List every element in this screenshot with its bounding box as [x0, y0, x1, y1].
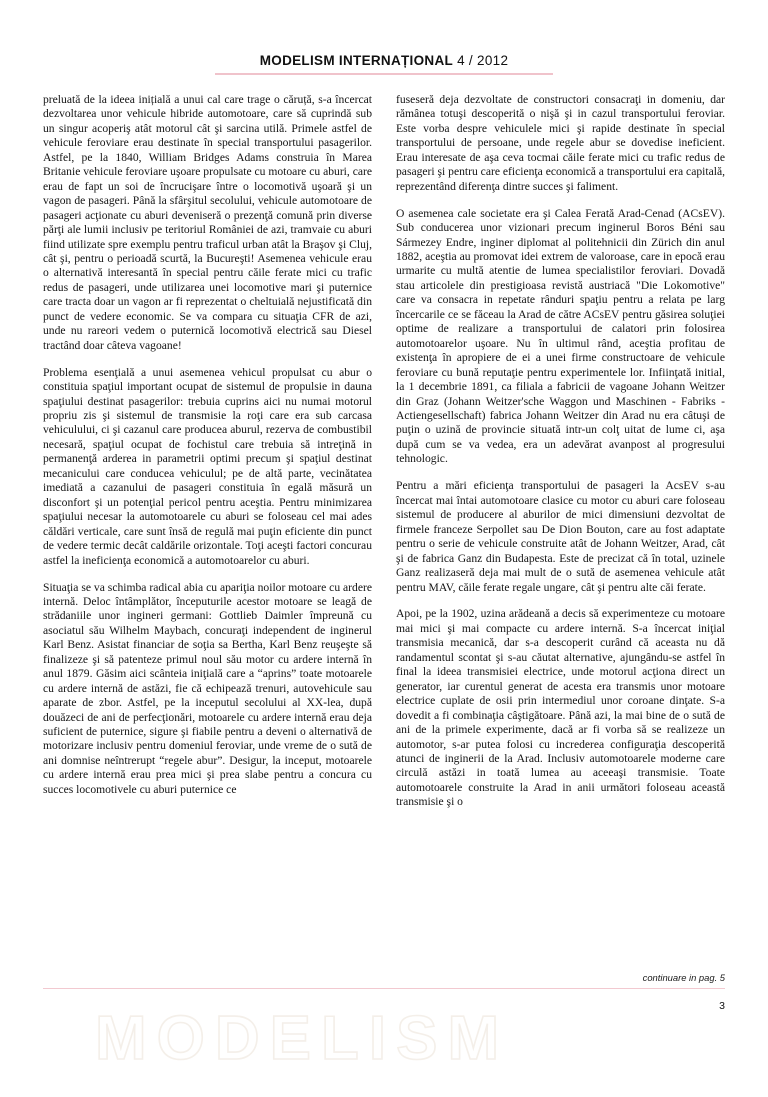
masthead-title-bold: MODELISM INTERNAȚIONAL: [259, 53, 454, 68]
masthead-issue: 4 / 2012: [457, 53, 509, 68]
left-column: [43, 93, 372, 973]
paragraph: fuseseră deja dezvoltate de constructori consacraţi in domeniu, dar rămânea totuşi descoperită o nişă şi in cazul transportului feroviar. Este vorba despre vehiculele mici şi rapide destinate în special transportului de persoane, unde regele abur se dovedise ineficient. Erau interesate de aşa ceva tocmai căile ferate mici cu trafic redus de pasageri şi pentru care eficienţa economică a transportului era capitală, reprezentând diferenţa dintre succes şi faliment.: [396, 93, 725, 193]
paragraph: Pentru a mări eficienţa transportului de pasageri la AcsEV s-au încercat mai întai automotoare clasice cu motor cu aburi care foloseau sistemul de producere al aburilor de mici dimensiuni dezvoltat de firmele franceze Serpollet sau De Dion Bouton, care au fost adaptate pentru o serie de vehicule construite atât de Johann Weitzer, Arad, cât şi de fabrica Ganz din Budapesta. Este de precizat că în total, uzinele Ganz realizaseră deja mai mult de o sută de asemenea vehicule atât pentru MAV, căile ferate regale ungare, cât şi pentru alte căi ferate.: [396, 479, 725, 594]
paragraph: Apoi, pe la 1902, uzina arădeană a decis să experimenteze cu motoare mai mici şi mai compacte cu ardere internă. S-a încercat iniţial transmisia mecanică, dar s-a descoperit curând că aceasta nu dă randamentul scontat şi s-au căutat alternative, ajungându-se astfel în final la ideea transmisiei electrice, unde motorul acţiona direct un generator, iar curentul generat de acesta era transmis unor motoare electrice cuplate de osii prin intermediul unor coroane dinţate. S-a dovedit a fi combinaţia câştigătoare. Până azi, la mai bine de o sută de ani de la primele experimente, dacă ar fi vorba să se realizeze un automotor, s-ar putea folosi cu increderea configuraţia descoperită atunci de inginerii de la Arad. Inclusiv automotoarele moderne care circulă astăzi in toată lumea au aceeaşi transmisie. Toate automotoarele construite la Arad in anii următori foloseau această transmisie şi o: [396, 607, 725, 809]
header-rule: [215, 73, 553, 75]
paragraph: preluată de la ideea inițială a unui cal care trage o căruță, s-a încercat dezvoltarea unor vehicule hibride automotoare, care să cuprindă sub un singur acoperiş atât motorul cât şi sarcina utilă. Primele astfel de vehicule feroviare erau destinate în special transportului pasagerilor. Astfel, pe la 1840, William Bridges Adams construia în Marea Britanie vehicule feroviare uşoare propulsate cu motoare cu aburi, care erau de fapt un soi de încrucişare între o locomotivă uşoară şi un vagon de pasageri. Până la sfârşitul secolului, vehicule automotoare de pasageri acţionate cu aburi deveniseră o prezenţă comună prin diverse părţi ale lumii inclusiv pe teritoriul României de azi, tramvaie cu aburi fiind utilizate spre exemplu pentru traficul urban atât la Braşov şi Cluj, cât şi, pentru o perioadă scurtă, la Bucureşti! Asemenea vehicule erau o alternativă interesantă în special pentru căile ferate mici cu trafic redus de pasageri, unde utilizarea unei locomotive mari şi puternice care tracta doar un vagon ar fi reprezentat o cheltuială nejustificată din punct de vedere economic. Se va compara cu situaţia CFR de azi, unde nu rareori vedem o puternică locomotivă electrică sau Diesel tractând doar câteva vagoane!: [43, 93, 372, 352]
paragraph: Situaţia se va schimba radical abia cu apariţia noilor motoare cu ardere internă. Deloc întâmplător, începuturile acestor motoare se leagă de strădaniile unor ingineri germani: Gottlieb Daimler împreună cu asociatul său Wilhelm Maybach, concuraţi independent de inginerul Karl Benz. Asistat financiar de soţia sa Bertha, Karl Benz reuşeşte să finalizeze şi să patenteze primul noul său motor cu ardere internă în anul 1879. Găsim aici scânteia iniţială care a “aprins” toate motoarele cu ardere internă de astăzi, fie că echipează trenuri, autovehicule sau aparate de zbor. Astfel, pe la inceputul secolului al XX-lea, după douăzeci de ani de perfecţionări, motoarele cu ardere internă erau deja suficient de puternice, sigure şi fiabile pentru a deveni o alternativă de motorizare inclusiv pentru domeniul feroviar, unde vreme de o sută de ani domnise neîntrerupt “regele abur”. Desigur, la inceput, motoarele cu ardere internă erau prea mici şi prea slabe pentru a concura cu succes locomotivele cu aburi puternice ce: [43, 580, 372, 796]
masthead-title: [260, 53, 509, 68]
masthead: [0, 52, 768, 70]
continuation-note: continuare in pag. 5: [642, 972, 725, 983]
footer-rule: [43, 988, 725, 989]
paragraph: Problema esenţială a unui asemenea vehicul propulsat cu abur o constituia spaţiul important ocupat de sistemul de propulsie in dauna spaţiului destinat pasagerilor: trebuia cuprins aici nu numai motorul propriu zis şi sistemul de transmisie la roţi care era sub carcasa vehiculului, ci şi cazanul care producea aburul, rezerva de combustibil necesară, spaţiul ocupat de fochistul care trebuia să intreţină in permanenţă arderea in parametrii optimi precum şi spaţiul destinat mecanicului care conducea vehiculul; pe de altă parte, vecinătatea imediată a cazanului de pasageri constituia în egală măsură un disconfort şi un potenţial pericol pentru aceştia. Pentru minimizarea spaţiului necesar la automotoarele cu aburi se foloseau cel mai ades căldări verticale, care sunt însă de regulă mai puţin eficiente din punct de vedere termic decât caldările orizontale. Toţi aceşti factori concurau astfel la ineficienţa economică a automotoarelor cu aburi.: [43, 365, 372, 567]
paragraph: O asemenea cale societate era şi Calea Ferată Arad-Cenad (ACsEV). Sub conducerea unor vizionari precum inginerul Boros Béni sau Sármezey Endre, inginer diplomat al politehnicii din Zürich din anul 1882, aceştia au promovat idei extrem de valoroase, care in epocă erau urmarite cu multă atentie de lumea specialistilor feroviari. Dovadă stau articolele din prestigioasa revistă austriacă "Die Lokomotive" care va consacra in repetate rânduri spaţiu pentru a relata pe larg încercarile ce se făceau la Arad de către ACsEV pentru găsirea soluţiei optime de realizare a transportului de calatori prin folosirea automotoarelor uşoare. Nu în ultimul rând, aceştia profitau de existenţa în apropiere de ei a unei firme constructoare de vehicule feroviare cu bună reputaţie pentru experimentele lor. Infiinţată initial, la 1 decembrie 1891, ca filiala a fabricii de vagoane Johann Weitzer din Graz (Johann Weitzer'sche Waggon und Maschinen - Fabriks - Actiengesellschaft) fabrica Johann Weitzer din Arad nu era câtuşi de puţin o uzină de provincie situată intr-un colţ uitat de lume ci, aşa după cum se va vedea, era un adevărat avanpost al progresului tehnologic.: [396, 206, 725, 466]
right-column: [396, 93, 725, 973]
body-columns: [43, 93, 725, 973]
modelism-watermark: MODELISM: [95, 1004, 510, 1073]
page-number: 3: [719, 1000, 725, 1012]
